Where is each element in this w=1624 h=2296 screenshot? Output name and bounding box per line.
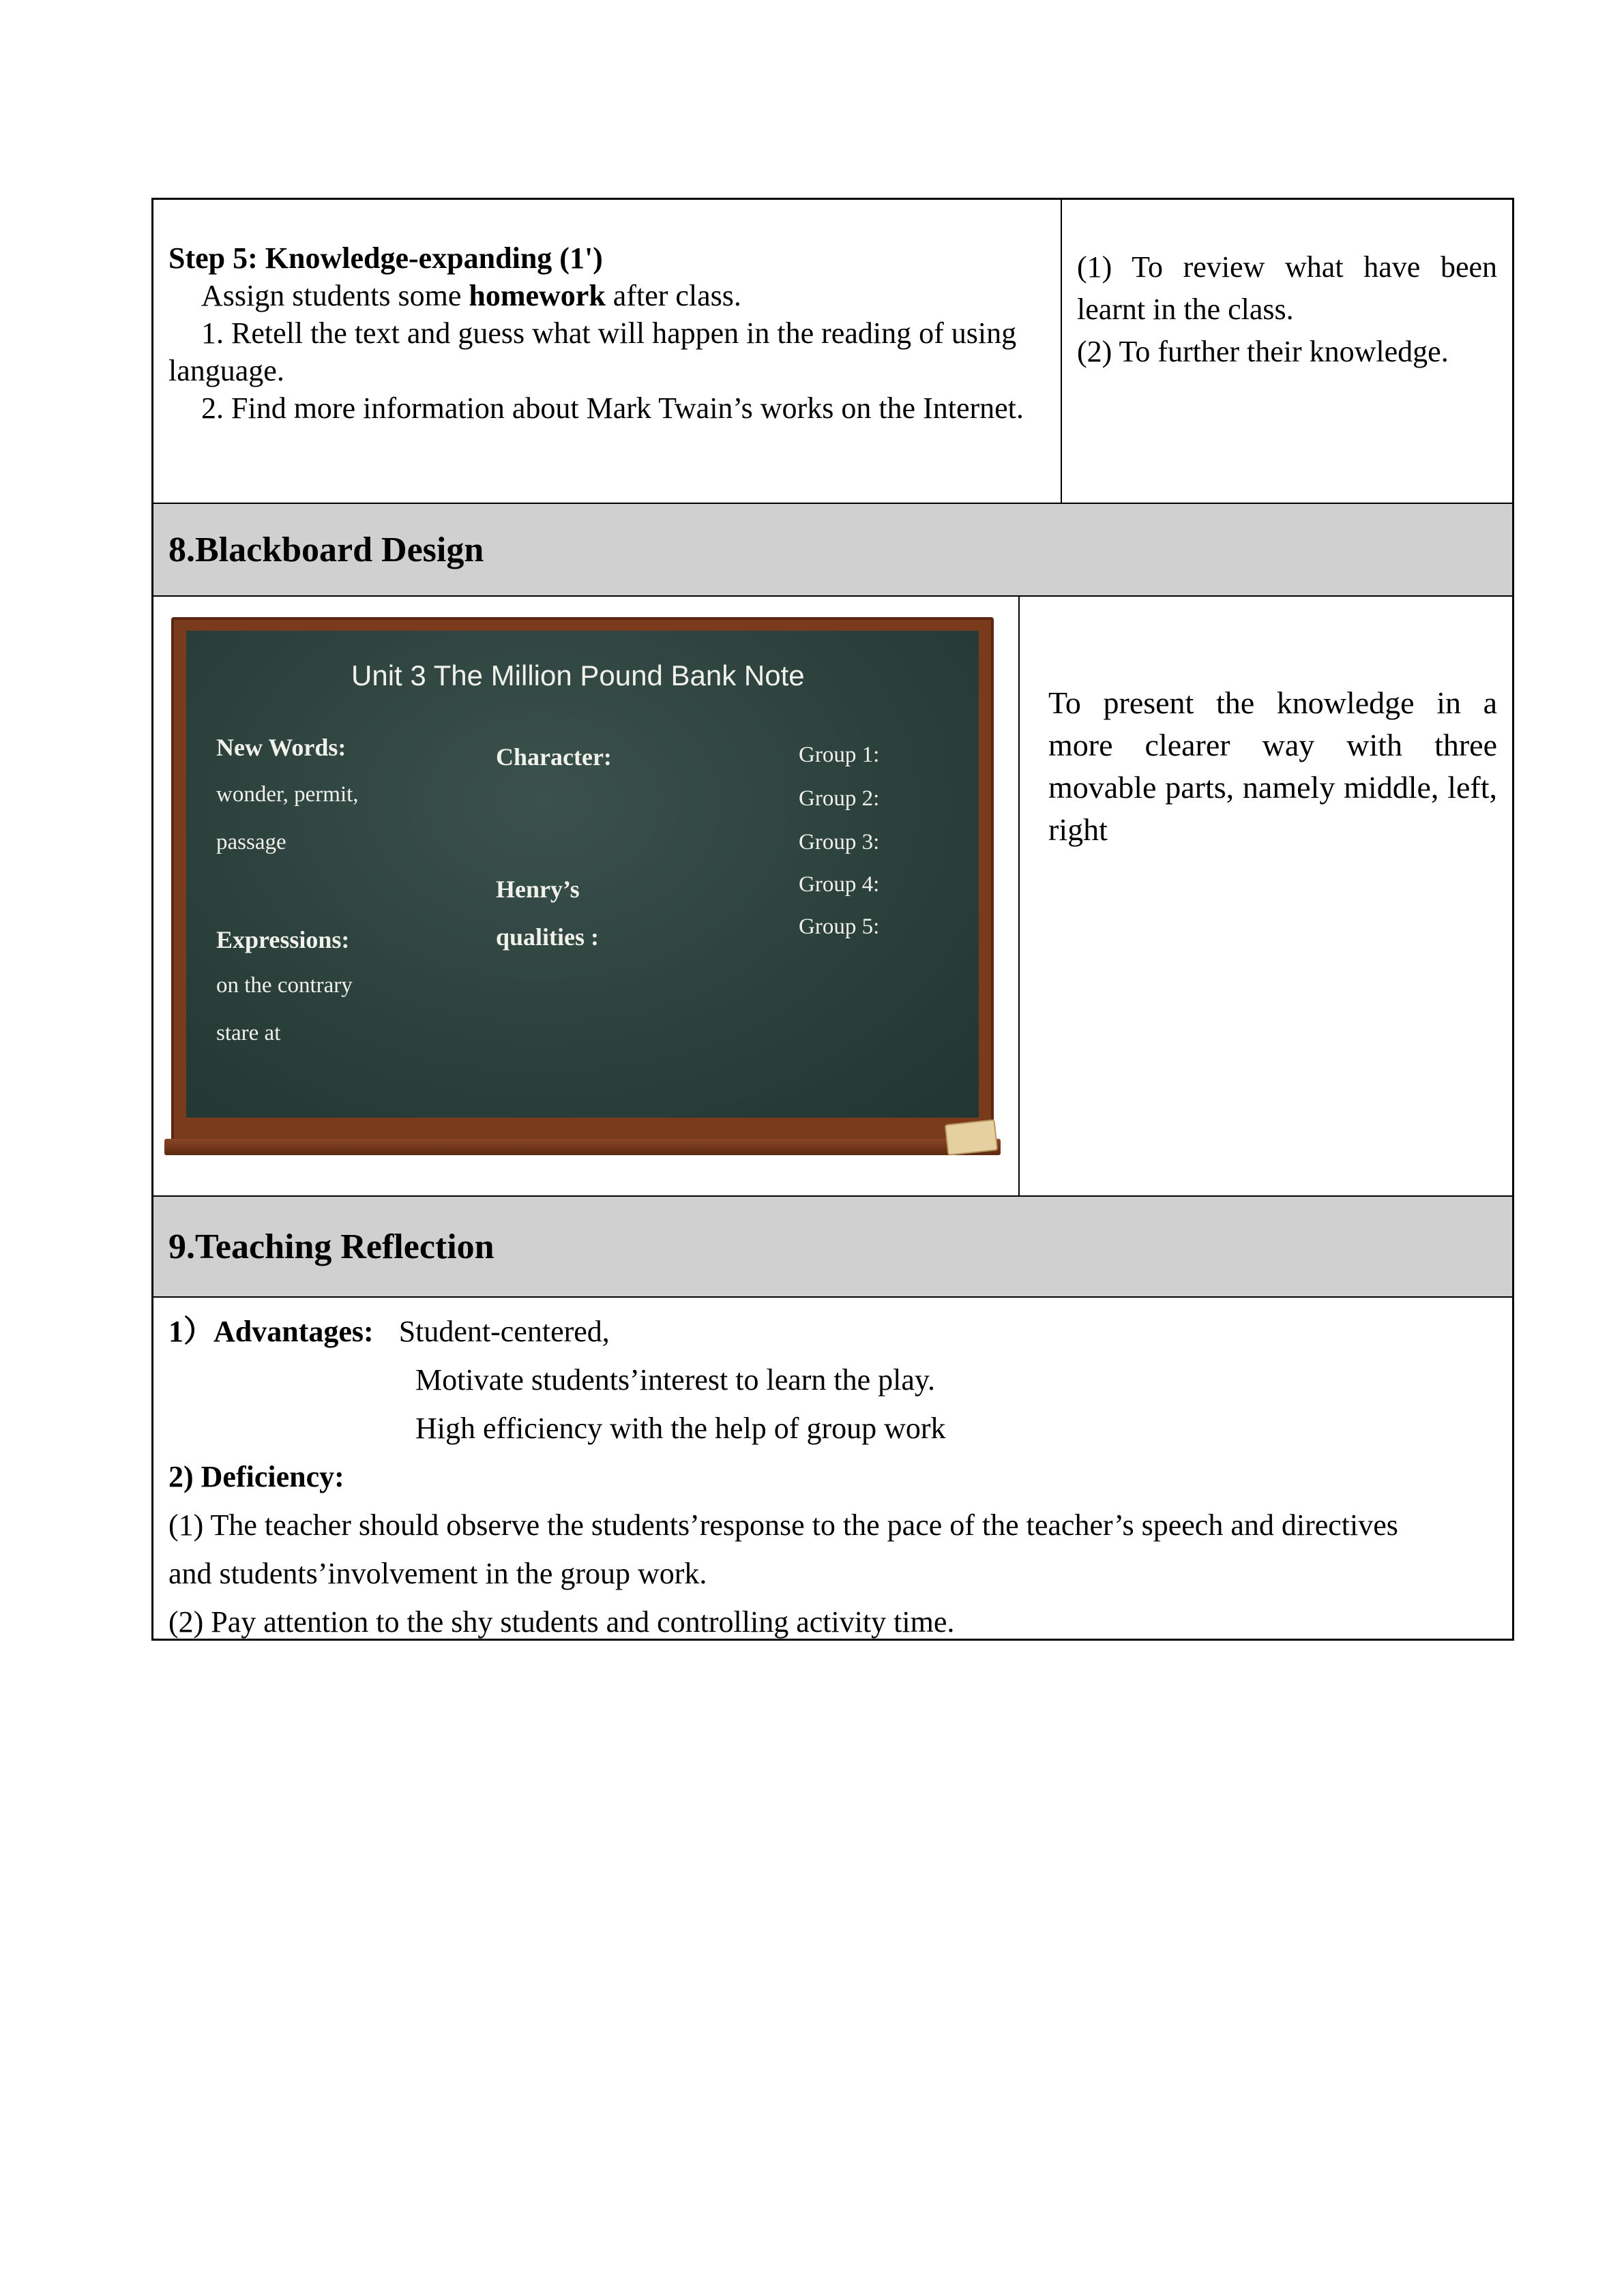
lesson-plan-table: [151, 198, 1514, 1641]
board-new-words-heading: New Words:: [216, 734, 346, 761]
deficiency-1: (1) The teacher should observe the students’response to the pace of the teacher’s speech and directives and students’involvement in the group work.: [168, 1508, 1398, 1590]
section8-title: 8.Blackboard Design: [153, 504, 1512, 595]
step5-assign: [168, 277, 1046, 314]
board-new-words-line2: passage: [216, 830, 286, 854]
board-expressions-heading: Expressions:: [216, 926, 350, 953]
board-henry-line1: Henry’s: [496, 876, 580, 903]
reflection-cell: [153, 1298, 1512, 1639]
section9-header-row: [153, 1197, 1512, 1298]
blackboard-purpose-cell: To present the knowledge in a more clearer way with three movable parts, namely middle, left, right: [1048, 685, 1497, 847]
step5-purpose-1: (1) To review what have been learnt in the class.: [1077, 250, 1497, 326]
advantages-label: 1）Advantages:: [168, 1315, 374, 1348]
advantage-2: Motivate students’interest to learn the play.: [415, 1363, 936, 1397]
blackboard-row: [153, 597, 1512, 1197]
deficiency-label: 2) Deficiency:: [168, 1460, 344, 1493]
step5-item-2: 2. Find more information about Mark Twain’s works on the Internet.: [201, 391, 1024, 425]
advantage-1: Student-centered,: [398, 1315, 610, 1348]
step5-purpose-cell: [1062, 200, 1512, 503]
board-group-3: Group 3:: [799, 830, 880, 854]
assign-prefix: Assign students some: [201, 279, 469, 312]
step5-content-cell: [153, 200, 1062, 503]
assign-homework-bold: homework: [469, 279, 606, 312]
board-group-1: Group 1:: [799, 743, 880, 767]
section9-title: 9.Teaching Reflection: [153, 1197, 1512, 1296]
board-expressions-line2: stare at: [216, 1021, 281, 1045]
board-group-2: Group 2:: [799, 786, 880, 811]
blackboard-slate: [186, 631, 979, 1118]
board-group-4: Group 4:: [799, 872, 880, 897]
assign-suffix: after class.: [605, 279, 741, 312]
step5-item-1: 1. Retell the text and guess what will happen in the reading of using language.: [168, 316, 1017, 387]
board-henry-line2: qualities :: [496, 923, 600, 951]
board-expressions-line1: on the contrary: [216, 973, 353, 998]
blackboard-image-cell: [153, 597, 1020, 1195]
board-new-words-line1: wonder, permit,: [216, 782, 359, 807]
step5-purpose-2: (2) To further their knowledge.: [1077, 335, 1449, 368]
board-character-heading: Character:: [496, 743, 612, 771]
board-group-5: Group 5:: [799, 914, 880, 939]
step5-title: Step 5: Knowledge-expanding (1'): [168, 241, 603, 275]
advantage-3: High efficiency with the help of group work: [415, 1412, 946, 1445]
step5-row: [153, 200, 1512, 504]
board-title: Unit 3 The Million Pound Bank Note: [351, 659, 805, 691]
eraser-icon: [945, 1119, 998, 1155]
reflection-row: [153, 1298, 1512, 1639]
advantages-block: [168, 1307, 1497, 1356]
section8-header-row: [153, 504, 1512, 597]
blackboard-ledge: [164, 1139, 1001, 1155]
deficiency-2: (2) Pay attention to the shy students and controlling activity time.: [168, 1605, 955, 1639]
blackboard-frame: [171, 617, 994, 1142]
